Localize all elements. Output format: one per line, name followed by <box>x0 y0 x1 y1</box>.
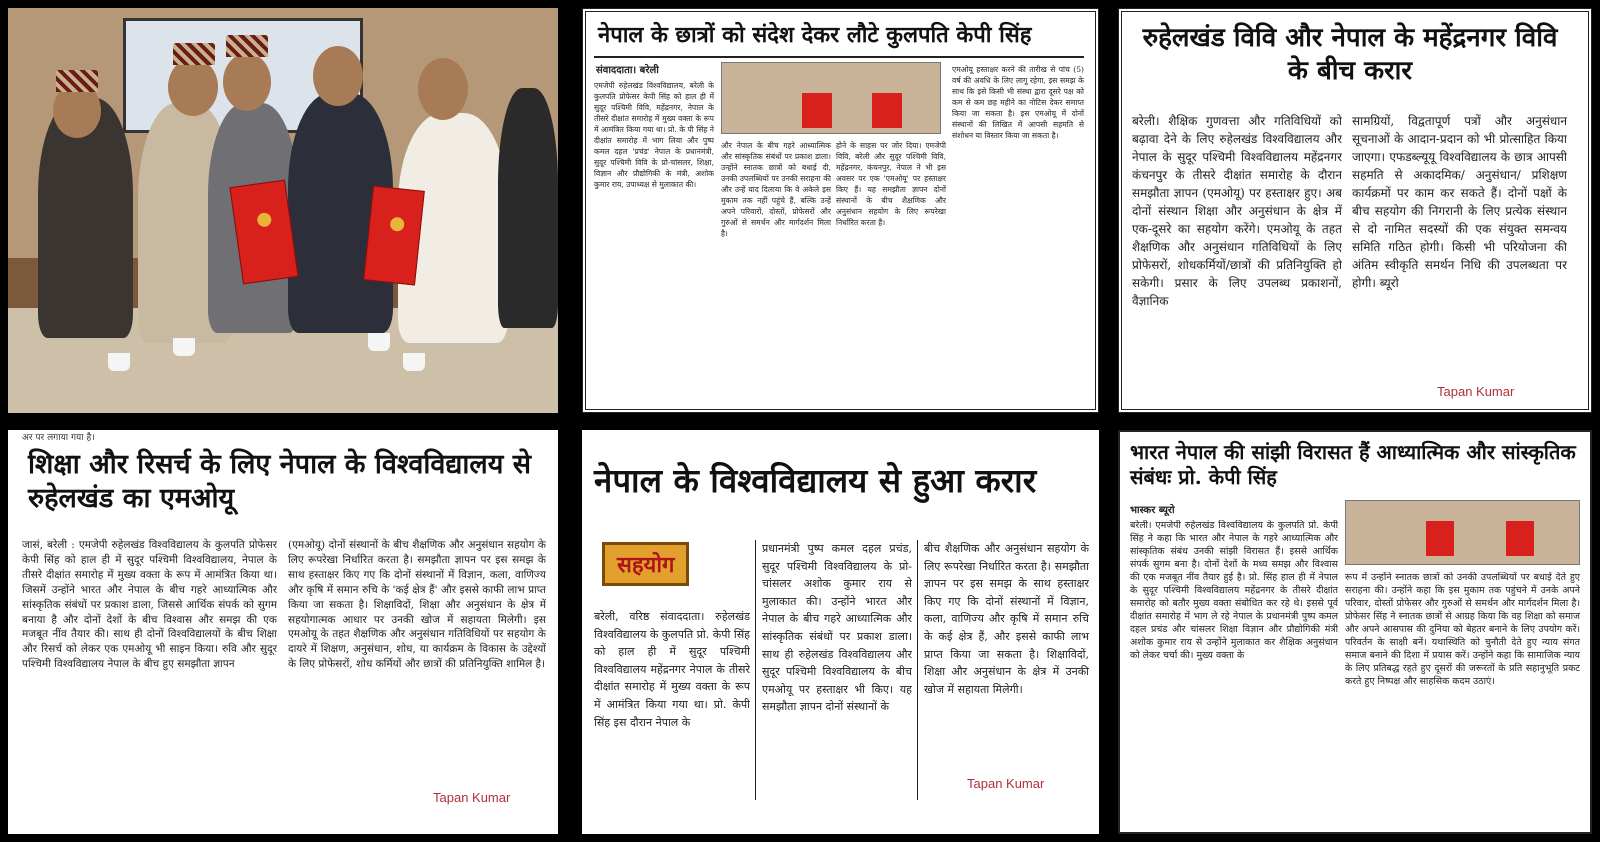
clipping-4 <box>8 430 558 834</box>
divider <box>594 56 1084 58</box>
mou-folder-right <box>363 186 425 286</box>
headline: नेपाल के विश्वविद्यालय से हुआ करार <box>594 461 1037 500</box>
article-column-1: बरेली। शैक्षिक गुणवत्ता और गतिविधियों को बढ़ावा देने के लिए रुहेलखंड विश्वविद्यालय और नेपाल के सुदूर पश्चिमी विश्वविद्यालय महेंद्रनगर कंचनपुर के तीसरे दीक्षांत समारोह के दौरान समझौता ज्ञापन (एमओयू) पर हस्ताक्षर हुए। अब दोनों संस्थान शिक्षा और अनुसंधान के क्षेत्र में एक-दूसरे का सहयोग करेंगे। एमओयू के तहत शैक्षणिक और अनुसंधान गतिविधियों के लिए प्रोफेसरों, शोधकर्मियों/छात्रों की प्रतिनियुक्ति हो सकेगी। प्रसार के लिए उपलब्ध प्रकाशनों, वैज्ञानिक <box>1132 114 1342 308</box>
clipping-5 <box>582 430 1099 834</box>
person-2-head <box>168 58 218 116</box>
person-5-head <box>418 58 468 120</box>
article-column-1: एमजेपी रुहेलखंड विश्वविद्यालय, बरेली के कुलपति प्रोफेसर केपी सिंह को हाल ही में सुदूर पश्चिमी विवि, महेंद्रनगर, नेपाल के तीसरे दीक्षांत समारोह में मुख्य वक्ता के रूप में आमंत्रित किया गया था। प्रो. के पी सिंह ने दीक्षांत समारोह में भाग लिया और पुष्प कमल दहल 'प्रचंड' नेपाल के प्रधानमंत्री, सुदूर पश्चिमी विवि के प्रो-चांसलर, शिक्षा, विज्ञान और प्रौद्योगिकी के मंत्री, अशोक कुमार राय, उपाध्यक्ष से मुलाकात की। <box>594 81 714 189</box>
headline: रुहेलखंड विवि और नेपाल के महेंद्रनगर विवि के बीच करार <box>1142 23 1558 86</box>
top-snippet: अर पर लगाया गया है। <box>22 433 95 443</box>
cup-icon <box>173 338 195 356</box>
person-right <box>498 88 558 328</box>
article-column-3: होने के साहस पर जोर दिया। एमजेपी विवि, बरेली और सुदूर पश्चिमी विवि, महेंद्रनगर, कंचनपुर, नेपाल ने भी इस अवसर पर एक 'एमओयू' पर हस्ताक्षर किए हैं। यह समझौता ज्ञापन दोनों संस्थानों के बीच शैक्षणिक और अनुसंधान सहयोग के लिए रूपरेखा निर्धारित करता है। <box>836 141 946 227</box>
article-column-2: और नेपाल के बीच गहरे आध्यात्मिक और सांस्कृतिक संबंधों पर प्रकाश डाला। उन्होंने स्नातक छात्रों को बधाई दी, उनकी उपलब्धियों पर उनकी सराहना की और उन्हें याद दिलाया कि वे अकेले इस मुकाम तक नहीं पहुंचे हैं, बल्कि उन्हें अपने परिवारों, दोस्तों, प्रोफेसरों और गुरुओं से समर्थन और मार्गदर्शन मिला है। <box>721 141 831 238</box>
thumbnail-photo <box>1345 500 1580 565</box>
article-column-2: रूप में उन्होंने स्नातक छात्रों को उनकी उपलब्धियों पर बधाई देते हुए सराहना की। उन्होंने कहा कि इस मुकाम तक पहुंचने में उनके अपने परिवार, दोस्तों प्रोफेसर और गुरुओं से समर्थन और मार्गदर्शन मिला है। प्रोफेसर सिंह ने स्नातक छात्रों से आग्रह किया कि वह शिक्षा को समाज और अपने आसपास की दुनिया को बेहतर बनाने के लिए उपयोग करें। परिवर्तन के साक्षी बनें। यथास्थिति को चुनौती देते हुए न्याय संगत समाज बनाने की दिशा में प्रयास करें। उन्होंने कहा कि सामाजिक न्याय के लिए प्रतिबद्ध रहते हुए दूसरों की जरूरतों के प्रति सहानुभूति प्रकट करते हुए निष्पक्ष और साहसिक कदम उठाएं। <box>1345 572 1580 687</box>
photo-credit: Tapan Kumar <box>1437 384 1515 399</box>
byline: भास्कर ब्यूरो <box>1130 505 1175 516</box>
dhaka-topi-icon <box>173 43 215 65</box>
article-column-1: बरेली। एमजेपी रुहेलखंड विश्वविद्यालय के कुलपति प्रो. केपी सिंह ने कहा कि भारत और नेपाल के गहरे आध्यात्मिक और सांस्कृतिक संबंध उनकी सांझी विरासत हैं। इससे आर्थिक संपर्क सुगम बना है। दोनों देशों के मध्य समझ और विश्वास की एक मजबूत नींव तैयार हुई है। प्रो. सिंह हाल ही में नेपाल के सुदूर पश्चिमी विश्वविद्यालय महेंद्रनगर के तीसरे दीक्षांत समारोह को बतौर मुख्य वक्ता संबोधित कर रहे थे। इससे पूर्व दीक्षांत समारोह में भाग ले रहे नेपाल के प्रधानमंत्री पुष्प कमल दहल प्रचंड और चांसलर शिक्षा विज्ञान और प्रौद्योगिकी मंत्री अशोक कुमार राय से उन्होंने मुलाकात कर शैक्षिक अनुसंधान को लेकर चर्चा की। मुख्य वक्ता के <box>1130 520 1338 661</box>
cup-icon <box>403 353 425 371</box>
headline: नेपाल के छात्रों को संदेश देकर लौटे कुलपति केपी सिंह <box>598 22 1032 48</box>
column-divider <box>755 540 756 800</box>
cup-icon <box>108 353 130 371</box>
cup-icon <box>368 333 390 351</box>
clipping-3 <box>1118 8 1592 413</box>
column-divider <box>917 540 918 800</box>
article-column-4: एमओयू हस्ताक्षर करने की तारीख से पांच (5) वर्ष की अवधि के लिए लागू रहेगा, इस समझ के साथ कि इसे किसी भी संस्था द्वारा दूसरे पक्ष को कम से कम छह महीने का नोटिस देकर समाप्त किया जा सकता है। इस एमओयू में दोनों संस्थानों की लिखित में आपसी सहमति से संशोधन या विस्तार किया जा सकता है। <box>952 65 1084 140</box>
person-4-head <box>313 46 363 106</box>
person-3-head <box>223 53 271 111</box>
dhaka-topi-icon <box>56 70 98 92</box>
section-tag: सहयोग <box>602 542 689 586</box>
article-column-1: जासं, बरेली : एमजेपी रुहेलखंड विश्वविद्यालय के कुलपति प्रोफेसर केपी सिंह को हाल ही में सुदूर पश्चिमी विश्वविद्यालय, नेपाल के तीसरे दीक्षांत समारोह में मुख्य वक्ता के रूप में आमंत्रित किया था। जिसमें उन्होंने भारत और नेपाल के बीच गहरे आध्यात्मिक और सांस्कृतिक संबंधों पर प्रकाश डाला, जिससे आर्थिक संपर्क को सुगम बनाया है और दोनों देशों के बीच विश्वास और समझ की एक मजबूत नींव तैयार की। साथ ही दोनों विश्वविद्यालयों के बीच शिक्षा और रिसर्च को लेकर एक एमओयू भी साइन किया। रुवि और सुदूर पश्चिमी विश्वविद्यालय नेपाल के बीच हुए समझौता ज्ञापन <box>22 539 277 671</box>
photo-credit: Tapan Kumar <box>967 776 1045 791</box>
headline: शिक्षा और रिसर्च के लिए नेपाल के विश्वविद्यालय से रुहेलखंड का एमओयू <box>28 449 532 514</box>
clipping-2 <box>582 8 1099 413</box>
dhaka-topi-icon <box>226 35 268 57</box>
article-column-1: बरेली, वरिष्ठ संवाददाता। रुहेलखंड विश्वविद्यालय के कुलपति प्रो. केपी सिंह को हाल ही में सुदूर पश्चिमी विश्वविद्यालय महेंद्रनगर नेपाल के तीसरे दीक्षांत समारोह में मुख्य वक्ता के रूप में आमंत्रित किया गया था। प्रो. केपी सिंह इस दौरान नेपाल के <box>594 610 750 729</box>
article-column-3: बीच शैक्षणिक और अनुसंधान सहयोग के लिए रूपरेखा निर्धारित करता है। समझौता ज्ञापन पर इस समझ के साथ हस्ताक्षर किए गए कि दोनों संस्थानों में विज्ञान, कला, वाणिज्य और कृषि में समान रुचि के कई क्षेत्र हैं, और इससे काफी लाभ प्राप्त किया जा सकता है। शिक्षाविदों, शिक्षा और अनुसंधान के क्षेत्र में उनकी खोज में सहायता मिलेगी। <box>924 542 1089 696</box>
thumbnail-photo <box>721 62 941 134</box>
byline: संवाददाता। बरेली <box>596 65 659 76</box>
photo-credit: Tapan Kumar <box>433 790 511 805</box>
photo-signing-ceremony <box>8 8 558 413</box>
clipping-6 <box>1118 430 1592 834</box>
headline: भारत नेपाल की सांझी विरासत हैं आध्यात्मिक और सांस्कृतिक संबंधः प्रो. केपी सिंह <box>1130 440 1576 489</box>
article-column-2: प्रधानमंत्री पुष्प कमल दहल प्रचंड, सुदूर पश्चिमी विश्वविद्यालय के प्रो-चांसलर अशोक कुमार राय से मुलाकात की। उन्होंने भारत और नेपाल के बीच गहरे आध्यात्मिक और सांस्कृतिक संबंधों पर प्रकाश डाला। साथ ही रुहेलखंड विश्वविद्यालय और सुदूर पश्चिमी विश्वविद्यालय के बीच एमओयू पर हस्ताक्षर भी किए। यह समझौता ज्ञापन दोनों संस्थानों के <box>762 542 912 714</box>
article-column-2: सामग्रियों, विद्वतापूर्ण पत्रों और अनुसंधान सूचनाओं के आदान-प्रदान को भी प्रोत्साहित किया जाएगा। एफडब्ल्यूयू विश्वविद्यालय के छात्र आपसी सहमति से अकादमिक/ अनुसंधान/ प्रशिक्षण कार्यक्रमों पर काम कर सकते हैं। दोनों पक्षों के बीच सहयोग की निगरानी के लिए प्रत्येक संस्थान से दो नामित सदस्यों की एक संयुक्त समन्वय समिति गठित होगी। किसी भी परियोजना की अंतिम स्वीकृति समर्थन निधि की उपलब्धता पर होगी। ब्यूरो <box>1352 114 1567 290</box>
article-column-2: (एमओयू) दोनों संस्थानों के बीच शैक्षणिक और अनुसंधान सहयोग के लिए रूपरेखा निर्धारित करता है। समझौता ज्ञापन पर इस समझ के साथ हस्ताक्षर किए गए कि दोनों संस्थानों में विज्ञान, कला, वाणिज्य और कृषि में समान रुचि के 'कई क्षेत्र हैं' और इससे काफी लाभ प्राप्त किया जा सकता है। शिक्षाविदों, शिक्षा और अनुसंधान के क्षेत्र में सहयोगात्मक आधार पर उनकी खोज में सहायता मिलेगी। इस एमओयू के तहत शैक्षणिक और अनुसंधान गतिविधियों पर सहयोग के दायरे में शिक्षण, अनुसंधान, शोध, या कार्यक्रम के विकास के उद्देश्यों के लिए प्रोफेसरों, शोध कर्मियों और छात्रों की प्रतिनियुक्ति शामिल है। <box>288 539 546 671</box>
